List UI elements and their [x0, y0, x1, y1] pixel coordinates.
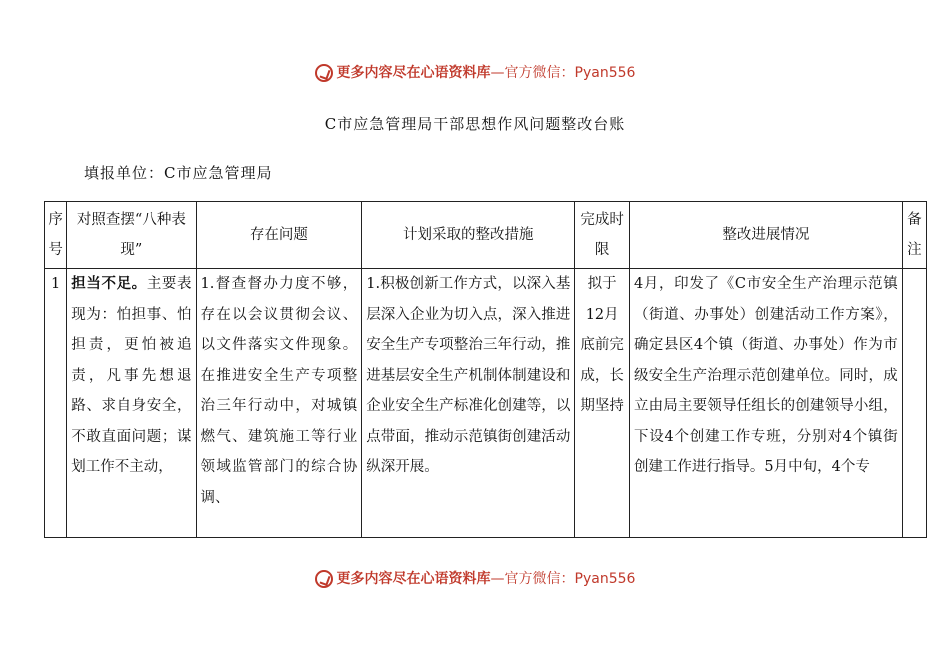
cell-problem: 1.督查督办力度不够，存在以会议贯彻会议、以文件落实文件现象。在推进安全生产专项整治三年行动中，对城镇燃气、建筑施工等行业领域监管部门的综合协调、 [196, 269, 362, 538]
watermark-bottom [0, 568, 950, 588]
watermark-dash: — [490, 571, 505, 587]
watermark-dash: — [490, 65, 505, 81]
logo-icon [315, 570, 333, 588]
category-text: 主要表现为：怕担事、怕担责，更怕被追责，凡事先想退路、求自身安全，不敢直面问题；谋划工作不主动， [71, 276, 192, 475]
watermark-brand: 更多内容尽在心语资料库 [336, 571, 491, 587]
cell-deadline: 拟于12月底前完成，长期坚持 [575, 269, 630, 538]
table-row [45, 269, 927, 538]
header-problem: 存在问题 [196, 202, 362, 269]
watermark-contact: 官方微信：Pyan556 [504, 571, 636, 587]
cell-no: 1 [45, 269, 67, 538]
table-header-row [45, 202, 927, 269]
cell-progress: 4月，印发了《C市安全生产治理示范镇（街道、办事处）创建活动工作方案》，确定县区4个镇（街道、办事处）作为市级安全生产治理示范创建单位。同时，成立由局主要领导任组长的创建领导小组，下设4个创建工作专班，分别对4个镇街创建工作进行指导。5月中旬，4个专 [629, 269, 902, 538]
header-measures: 计划采取的整改措施 [362, 202, 575, 269]
rectification-table [44, 201, 927, 538]
cell-measures: 1.积极创新工作方式，以深入基层深入企业为切入点，深入推进安全生产专项整治三年行动，推进基层安全生产机制体制建设和企业安全生产标准化创建等，以点带面，推动示范镇街创建活动纵深开展。 [362, 269, 575, 538]
header-no: 序号 [45, 202, 67, 269]
watermark-top [0, 62, 950, 82]
reporting-unit: 填报单位：C市应急管理局 [84, 164, 273, 182]
watermark-contact: 官方微信：Pyan556 [504, 65, 636, 81]
header-remark: 备注 [902, 202, 926, 269]
category-heading: 担当不足。 [71, 275, 147, 292]
header-progress: 整改进展情况 [629, 202, 902, 269]
document-title: C市应急管理局干部思想作风问题整改台账 [324, 115, 626, 133]
watermark-brand: 更多内容尽在心语资料库 [336, 65, 491, 81]
header-deadline: 完成时限 [575, 202, 630, 269]
cell-category [67, 269, 196, 538]
header-category: 对照查摆“八种表现” [67, 202, 196, 269]
cell-remark [902, 269, 926, 538]
logo-icon [315, 64, 333, 82]
